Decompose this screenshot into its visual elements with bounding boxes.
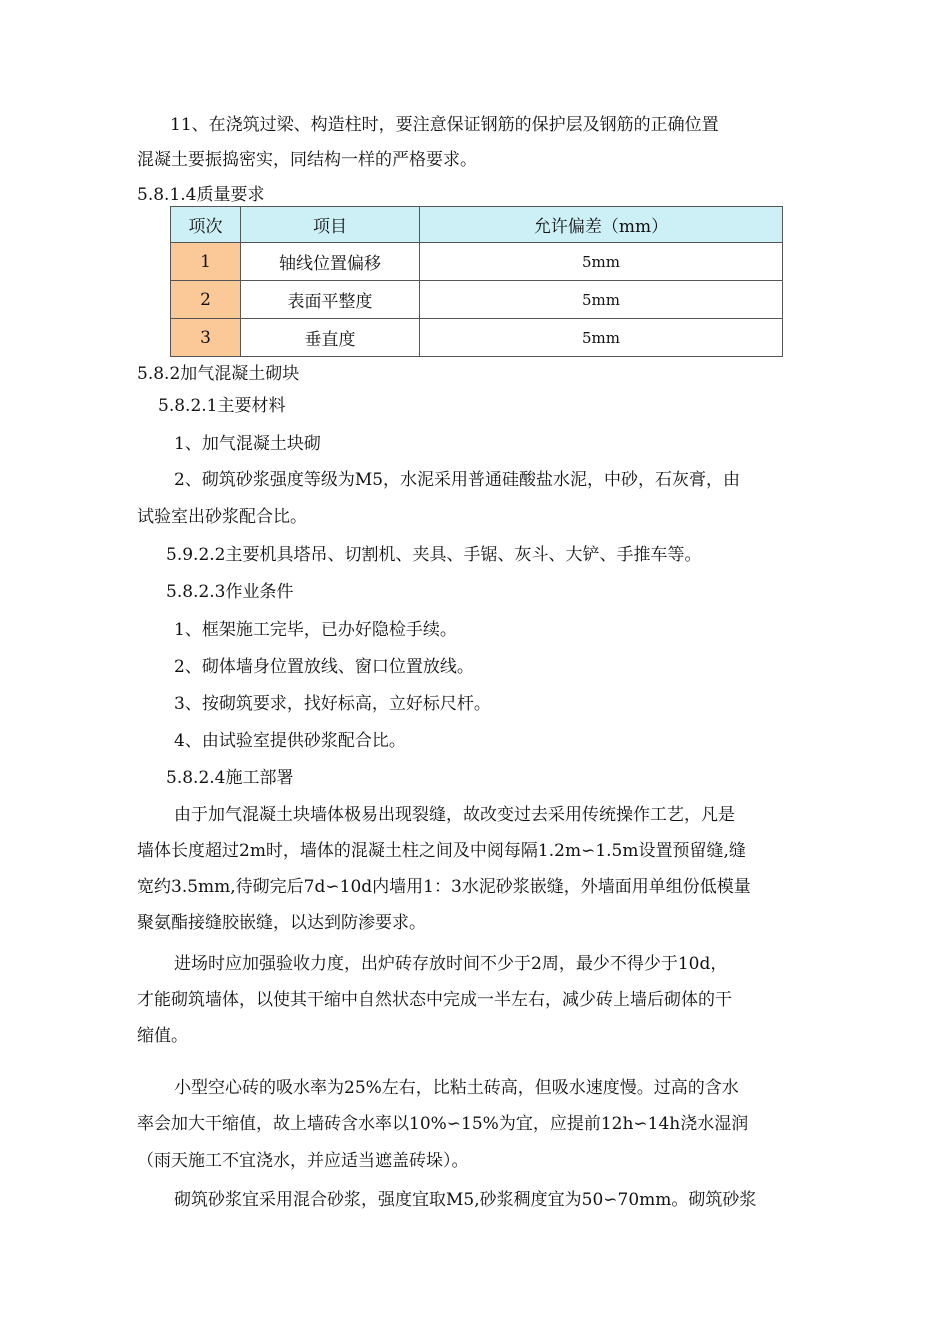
condition-item-4: 4、由试验室提供砂浆配合比。 — [174, 731, 406, 751]
condition-item-2: 2、砌体墙身位置放线、窗口位置放线。 — [174, 657, 474, 677]
row-value: 5mm — [420, 319, 783, 357]
row-no: 3 — [171, 319, 241, 357]
row-no: 1 — [171, 243, 241, 281]
paragraph-c-line-1: 小型空心砖的吸水率为25%左右，比粘土砖高，但吸水速度慢。过高的含水 — [174, 1078, 739, 1098]
condition-item-1: 1、框架施工完毕，已办好隐检手续。 — [174, 620, 457, 640]
condition-item-3: 3、按砌筑要求，找好标高，立好标尺杆。 — [174, 694, 491, 714]
header-no: 项次 — [171, 207, 241, 243]
row-item: 表面平整度 — [241, 281, 420, 319]
table-row — [171, 243, 783, 281]
paragraph-d-line-1: 砌筑砂浆宜采用混合砂浆，强度宜取M5,砂浆稠度宜为50∽70mm。砌筑砂浆 — [174, 1190, 757, 1210]
paragraph-b-line-3: 缩值。 — [137, 1026, 188, 1046]
heading-5-8-2-3: 5.8.2.3作业条件 — [166, 582, 294, 602]
material-item-2-line-2: 试验室出砂浆配合比。 — [137, 507, 307, 527]
row-item: 轴线位置偏移 — [241, 243, 420, 281]
paragraph-b-line-2: 才能砌筑墙体，以使其干缩中自然状态中完成一半左右，减少砖上墙后砌体的干 — [137, 990, 732, 1010]
paragraph-a-line-2: 墙体长度超过2m时，墙体的混凝土柱之间及中阅每隔1.2m∽1.5m设置预留缝,缝 — [137, 841, 746, 861]
material-item-1: 1、加气混凝土块砌 — [174, 434, 321, 454]
paragraph-c-line-3: （雨天施工不宜浇水，并应适当遮盖砖垛）。 — [137, 1151, 469, 1171]
heading-5-8-2-4: 5.8.2.4施工部署 — [166, 768, 294, 788]
table-row — [171, 281, 783, 319]
row-value: 5mm — [420, 243, 783, 281]
material-item-2-line-1: 2、砌筑砂浆强度等级为M5，水泥采用普通硅酸盐水泥，中砂，石灰膏，由 — [174, 470, 741, 490]
heading-5-8-2: 5.8.2加气混凝土砌块 — [137, 364, 300, 384]
row-value: 5mm — [420, 281, 783, 319]
heading-5-9-2-2: 5.9.2.2主要机具塔吊、切割机、夹具、手锯、灰斗、大铲、手推车等。 — [166, 545, 702, 565]
header-tolerance: 允许偏差（mm） — [420, 207, 783, 243]
paragraph-b-line-1: 进场时应加强验收力度，出炉砖存放时间不少于2周，最少不得少于10d， — [174, 954, 728, 974]
table-header-row — [171, 207, 783, 243]
heading-5-8-1-4: 5.8.1.4质量要求 — [137, 185, 265, 205]
paragraph-a-line-3: 宽约3.5mm,待砌完后7d∽10d内墙用1：3水泥砂浆嵌缝，外墙面用单组份低模量 — [137, 877, 751, 897]
table-row — [171, 319, 783, 357]
paragraph-a-line-1: 由于加气混凝土块墙体极易出现裂缝，故改变过去采用传统操作工艺，凡是 — [174, 805, 735, 825]
paragraph-11-line-2: 混凝土要振捣密实，同结构一样的严格要求。 — [137, 150, 477, 170]
header-item: 项目 — [241, 207, 420, 243]
row-no: 2 — [171, 281, 241, 319]
row-item: 垂直度 — [241, 319, 420, 357]
paragraph-c-line-2: 率会加大干缩值，故上墙砖含水率以10%∽15%为宜，应提前12h∽14h浇水湿润 — [137, 1114, 749, 1134]
paragraph-11-line-1: 11、在浇筑过梁、构造柱时，要注意保证钢筋的保护层及钢筋的正确位置 — [170, 115, 719, 135]
paragraph-a-line-4: 聚氨酯接缝胶嵌缝，以达到防渗要求。 — [137, 913, 426, 933]
heading-5-8-2-1: 5.8.2.1主要材料 — [158, 396, 286, 416]
quality-requirements-table — [170, 206, 783, 357]
